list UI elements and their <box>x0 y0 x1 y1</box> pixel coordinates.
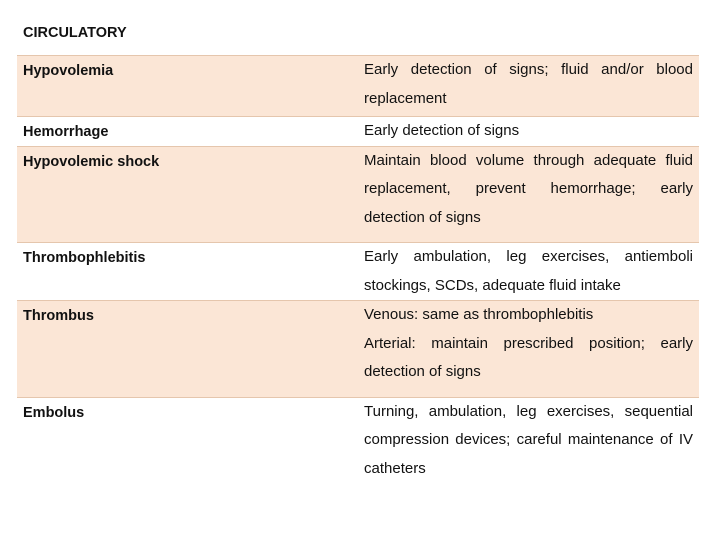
table-row <box>17 117 699 147</box>
intervention-cell: Early detection of signs <box>358 117 699 147</box>
table-row <box>17 56 699 117</box>
table-header-row <box>17 18 699 56</box>
condition-cell: Hemorrhage <box>17 117 358 147</box>
table-row <box>17 243 699 301</box>
table-row <box>17 397 699 483</box>
table-header: CIRCULATORY <box>17 18 699 56</box>
condition-cell: Embolus <box>17 397 358 483</box>
intervention-cell: Turning, ambulation, leg exercises, sequential compression devices; careful maintenance of IV catheters <box>358 397 699 483</box>
intervention-cell <box>358 301 699 398</box>
condition-cell: Hypovolemia <box>17 56 358 117</box>
condition-cell: Thrombophlebitis <box>17 243 358 301</box>
intervention-line: Venous: same as thrombophlebitis <box>364 306 594 323</box>
intervention-cell: Maintain blood volume through adequate fluid replacement, prevent hemorrhage; early detection of signs <box>358 146 699 243</box>
intervention-line: Arterial: maintain prescribed position; early detection of signs <box>364 334 693 380</box>
table-row <box>17 146 699 243</box>
condition-cell: Thrombus <box>17 301 358 398</box>
table-row <box>17 301 699 398</box>
circulatory-complications-table <box>17 18 699 483</box>
condition-cell: Hypovolemic shock <box>17 146 358 243</box>
intervention-cell: Early detection of signs; fluid and/or blood replacement <box>358 56 699 117</box>
intervention-cell: Early ambulation, leg exercises, antiemboli stockings, SCDs, adequate fluid intake <box>358 243 699 301</box>
